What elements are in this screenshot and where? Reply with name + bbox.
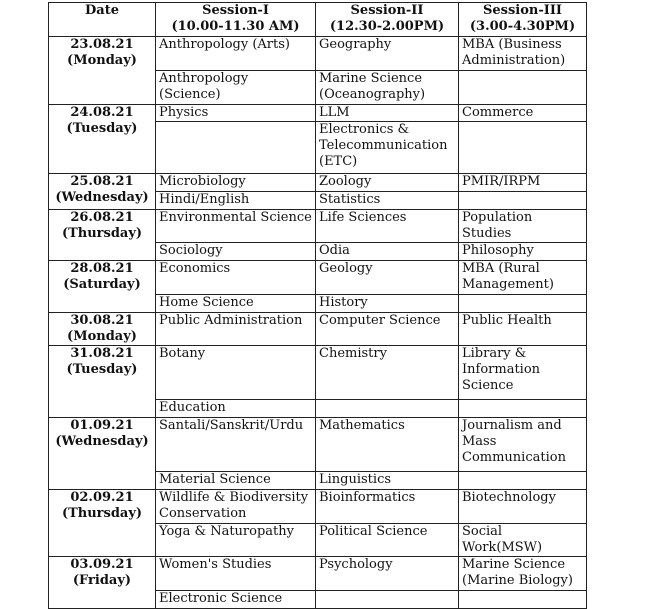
subject-session-1 (156, 122, 316, 174)
date-cell (49, 557, 156, 609)
schedule-row (49, 490, 587, 524)
subject-session-3: Commerce (459, 105, 587, 122)
header-session-3-name: Session-III (483, 3, 562, 18)
schedule-body (49, 37, 587, 609)
schedule-row (49, 418, 587, 472)
subject-session-1: Wildlife & Biodiversity Conservation (156, 490, 316, 524)
subject-session-1: Microbiology (156, 174, 316, 192)
exam-day: (Thursday) (61, 226, 143, 241)
date-cell (49, 490, 156, 557)
subject-session-2: Mathematics (316, 418, 459, 472)
subject-session-3: Social Work(MSW) (459, 524, 587, 557)
subject-session-2: Statistics (316, 192, 459, 210)
exam-day: (Thursday) (61, 506, 143, 521)
subject-session-3: PMIR/IRPM (459, 174, 587, 192)
header-session-2-name: Session-II (350, 3, 424, 18)
subject-session-1: Electronic Science (156, 591, 316, 609)
subject-session-3 (459, 295, 587, 313)
exam-date: 24.08.21 (70, 105, 134, 120)
subject-session-3 (459, 400, 587, 418)
exam-day: (Tuesday) (66, 121, 138, 136)
subject-session-1: Physics (156, 105, 316, 122)
exam-date: 03.09.21 (70, 557, 134, 572)
exam-day: (Monday) (67, 329, 137, 344)
header-session-3-time: (3.00-4.30PM) (469, 19, 576, 34)
exam-day: (Saturday) (63, 277, 141, 292)
header-session-2 (316, 3, 459, 37)
date-cell (49, 37, 156, 105)
subject-session-2: Computer Science (316, 313, 459, 346)
schedule-row (49, 105, 587, 122)
date-cell (49, 210, 156, 261)
subject-session-3: MBA (Business Administration) (459, 37, 587, 71)
subject-session-2: Life Sciences (316, 210, 459, 243)
date-cell (49, 313, 156, 346)
subject-session-2: Political Science (316, 524, 459, 557)
schedule-row (49, 37, 587, 71)
subject-session-1: Home Science (156, 295, 316, 313)
subject-session-2: Geology (316, 261, 459, 295)
header-session-2-time: (12.30-2.00PM) (329, 19, 445, 34)
header-session-1 (156, 3, 316, 37)
subject-session-1: Women's Studies (156, 557, 316, 591)
subject-session-3: Population Studies (459, 210, 587, 243)
date-cell (49, 261, 156, 313)
exam-date: 26.08.21 (70, 210, 134, 225)
header-session-1-name: Session-I (202, 3, 269, 18)
exam-schedule-table (48, 2, 587, 609)
schedule-row (49, 346, 587, 400)
subject-session-2: LLM (316, 105, 459, 122)
subject-session-3 (459, 192, 587, 210)
subject-session-1: Santali/Sanskrit/Urdu (156, 418, 316, 472)
subject-session-1: Sociology (156, 243, 316, 261)
date-cell (49, 346, 156, 418)
subject-session-1: Environmental Science (156, 210, 316, 243)
exam-date: 28.08.21 (70, 261, 134, 276)
subject-session-2: Odia (316, 243, 459, 261)
date-cell (49, 174, 156, 210)
subject-session-1: Anthropology (Arts) (156, 37, 316, 71)
subject-session-3: Library & Information Science (459, 346, 587, 400)
date-cell (49, 105, 156, 174)
exam-date: 01.09.21 (70, 418, 134, 433)
subject-session-1: Hindi/English (156, 192, 316, 210)
subject-session-2 (316, 591, 459, 609)
subject-session-1: Yoga & Naturopathy (156, 524, 316, 557)
subject-session-1: Anthropology (Science) (156, 71, 316, 105)
subject-session-1: Public Administration (156, 313, 316, 346)
subject-session-2: Psychology (316, 557, 459, 591)
exam-date: 30.08.21 (70, 313, 134, 328)
subject-session-2: Zoology (316, 174, 459, 192)
exam-date: 02.09.21 (70, 490, 134, 505)
subject-session-2: History (316, 295, 459, 313)
exam-day: (Wednesday) (55, 434, 149, 449)
subject-session-1: Botany (156, 346, 316, 400)
schedule-row (49, 313, 587, 346)
exam-day: (Friday) (72, 573, 132, 588)
header-session-1-time: (10.00-11.30 AM) (171, 19, 300, 34)
subject-session-3: MBA (Rural Management) (459, 261, 587, 295)
exam-date: 25.08.21 (70, 174, 134, 189)
subject-session-2: Marine Science (Oceanography) (316, 71, 459, 105)
header-row (49, 3, 587, 37)
subject-session-1: Education (156, 400, 316, 418)
schedule-row (49, 210, 587, 243)
subject-session-2: Chemistry (316, 346, 459, 400)
subject-session-1: Economics (156, 261, 316, 295)
exam-day: (Monday) (67, 53, 137, 68)
schedule-row (49, 174, 587, 192)
subject-session-3: Biotechnology (459, 490, 587, 524)
subject-session-2: Linguistics (316, 472, 459, 490)
subject-session-2: Bioinformatics (316, 490, 459, 524)
exam-date: 23.08.21 (70, 37, 134, 52)
schedule-row (49, 261, 587, 295)
exam-date: 31.08.21 (70, 346, 134, 361)
exam-day: (Wednesday) (55, 190, 149, 205)
subject-session-2: Electronics & Telecommunication (ETC) (316, 122, 459, 174)
subject-session-3 (459, 122, 587, 174)
subject-session-3: Journalism and Mass Communication (459, 418, 587, 472)
header-date: Date (49, 3, 156, 37)
exam-day: (Tuesday) (66, 362, 138, 377)
header-session-3 (459, 3, 587, 37)
subject-session-3 (459, 472, 587, 490)
schedule-row (49, 557, 587, 591)
subject-session-2 (316, 400, 459, 418)
subject-session-1: Material Science (156, 472, 316, 490)
subject-session-2: Geography (316, 37, 459, 71)
subject-session-3: Marine Science (Marine Biology) (459, 557, 587, 591)
subject-session-3: Public Health (459, 313, 587, 346)
subject-session-3 (459, 71, 587, 105)
subject-session-3 (459, 591, 587, 609)
subject-session-3: Philosophy (459, 243, 587, 261)
date-cell (49, 418, 156, 490)
